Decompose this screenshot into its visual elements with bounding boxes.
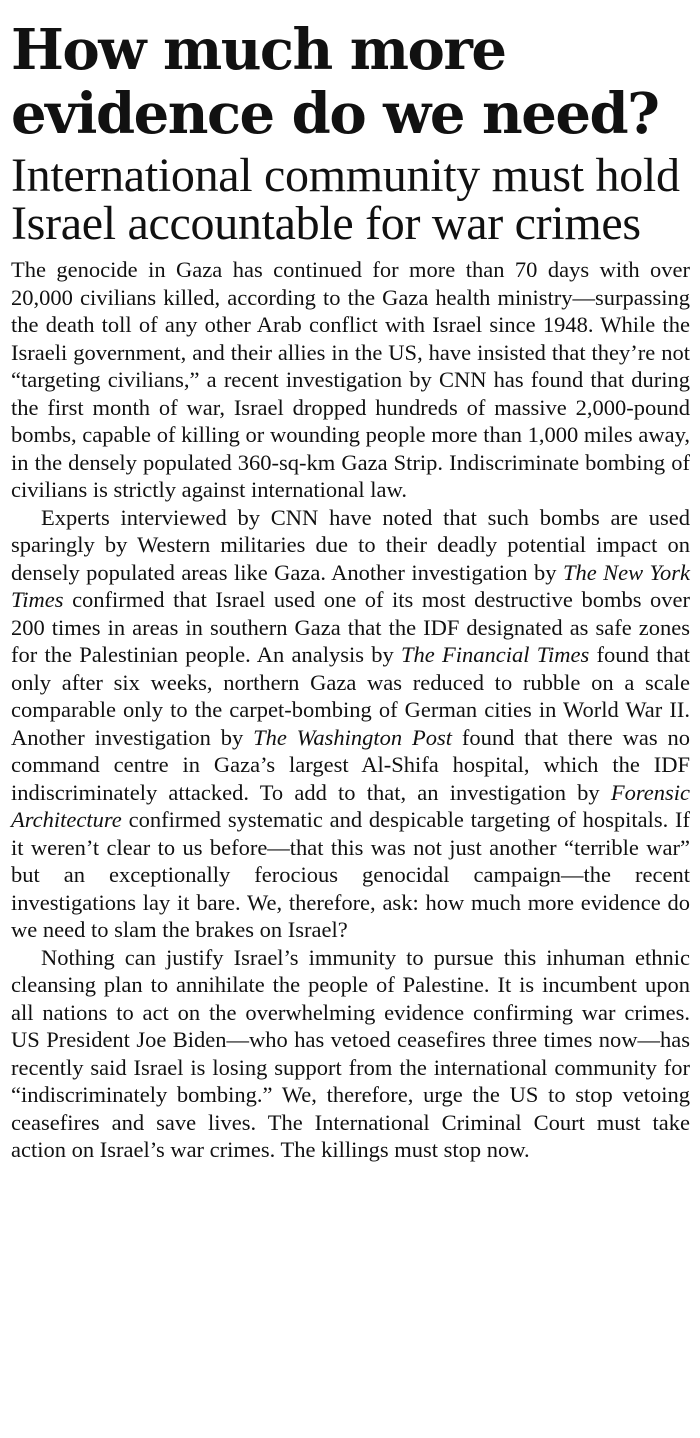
publication-name: The Financial Times: [401, 642, 590, 667]
paragraph-2-text: confirmed that Israel used one of its most destructive bombs over 200 times in areas in southern Gaza that the IDF designated as safe zones for the Palestinian people. An analysis by: [11, 587, 690, 667]
paragraph-1: The genocide in Gaza has continued for more than 70 days with over 20,000 civilians killed, according to the Gaza health ministry—surpassing the death toll of any other Arab conflict with Israel since 1948. While the Israeli government, and their allies in the US, have insisted that they’re not “targeting civilians,” a recent investigation by CNN has found that during the first month of war, Israel dropped hundreds of massive 2,000-pound bombs, capable of killing or wounding people more than 1,000 miles away, in the densely populated 360-sq-km Gaza Strip. Indiscriminate bombing of civilians is strictly against international law.: [11, 257, 690, 502]
publication-name: The New York Times: [11, 559, 690, 612]
headline: How much more evidence do we need?: [11, 17, 659, 147]
publication-name: The Washington Post: [253, 724, 452, 750]
paragraph-2-text: found that there was no command centre in Gaza’s largest Al-Shifa hospital, which the IDF indiscriminately attacked. To add to that, an investigation by: [11, 724, 690, 805]
publication-name: Forensic Architecture: [11, 779, 690, 832]
paragraph-2-text: found that only after six weeks, northern Gaza was reduced to rubble on a scale comparable only to the carpet-bombing of German cities in World War II. Another investigation by: [11, 642, 691, 750]
paragraph-2-text: confirmed systematic and despicable targeting of hospitals. If it weren’t clear to us before—that this was not just another “terrible war” but an exceptionally ferocious genocidal campaign—the recent investigations lay it bare. We, therefore, ask: how much more evidence do we need to slam the brakes on Israel?: [11, 807, 690, 942]
article-body: [11, 256, 690, 1164]
subheadline: International community must hold Israel accountable for war crimes: [11, 149, 680, 250]
paragraph-3: Nothing can justify Israel’s immunity to pursue this inhuman ethnic cleansing plan to annihilate the people of Palestine. It is incumbent upon all nations to act on the overwhelming evidence confirming war crimes. US President Joe Biden—who has vetoed ceasefires three times now—has recently said Israel is losing support from the international community for “indiscriminately bombing.” We, therefore, urge the US to stop vetoing ceasefires and save lives. The International Criminal Court must take action on Israel’s war crimes. The killings must stop now.: [11, 944, 690, 1162]
paragraph-2: [11, 504, 690, 944]
paragraph-2-text: Experts interviewed by CNN have noted that such bombs are used sparingly by Western militaries due to their deadly potential impact on densely populated areas like Gaza. Another investigation by: [11, 504, 690, 585]
